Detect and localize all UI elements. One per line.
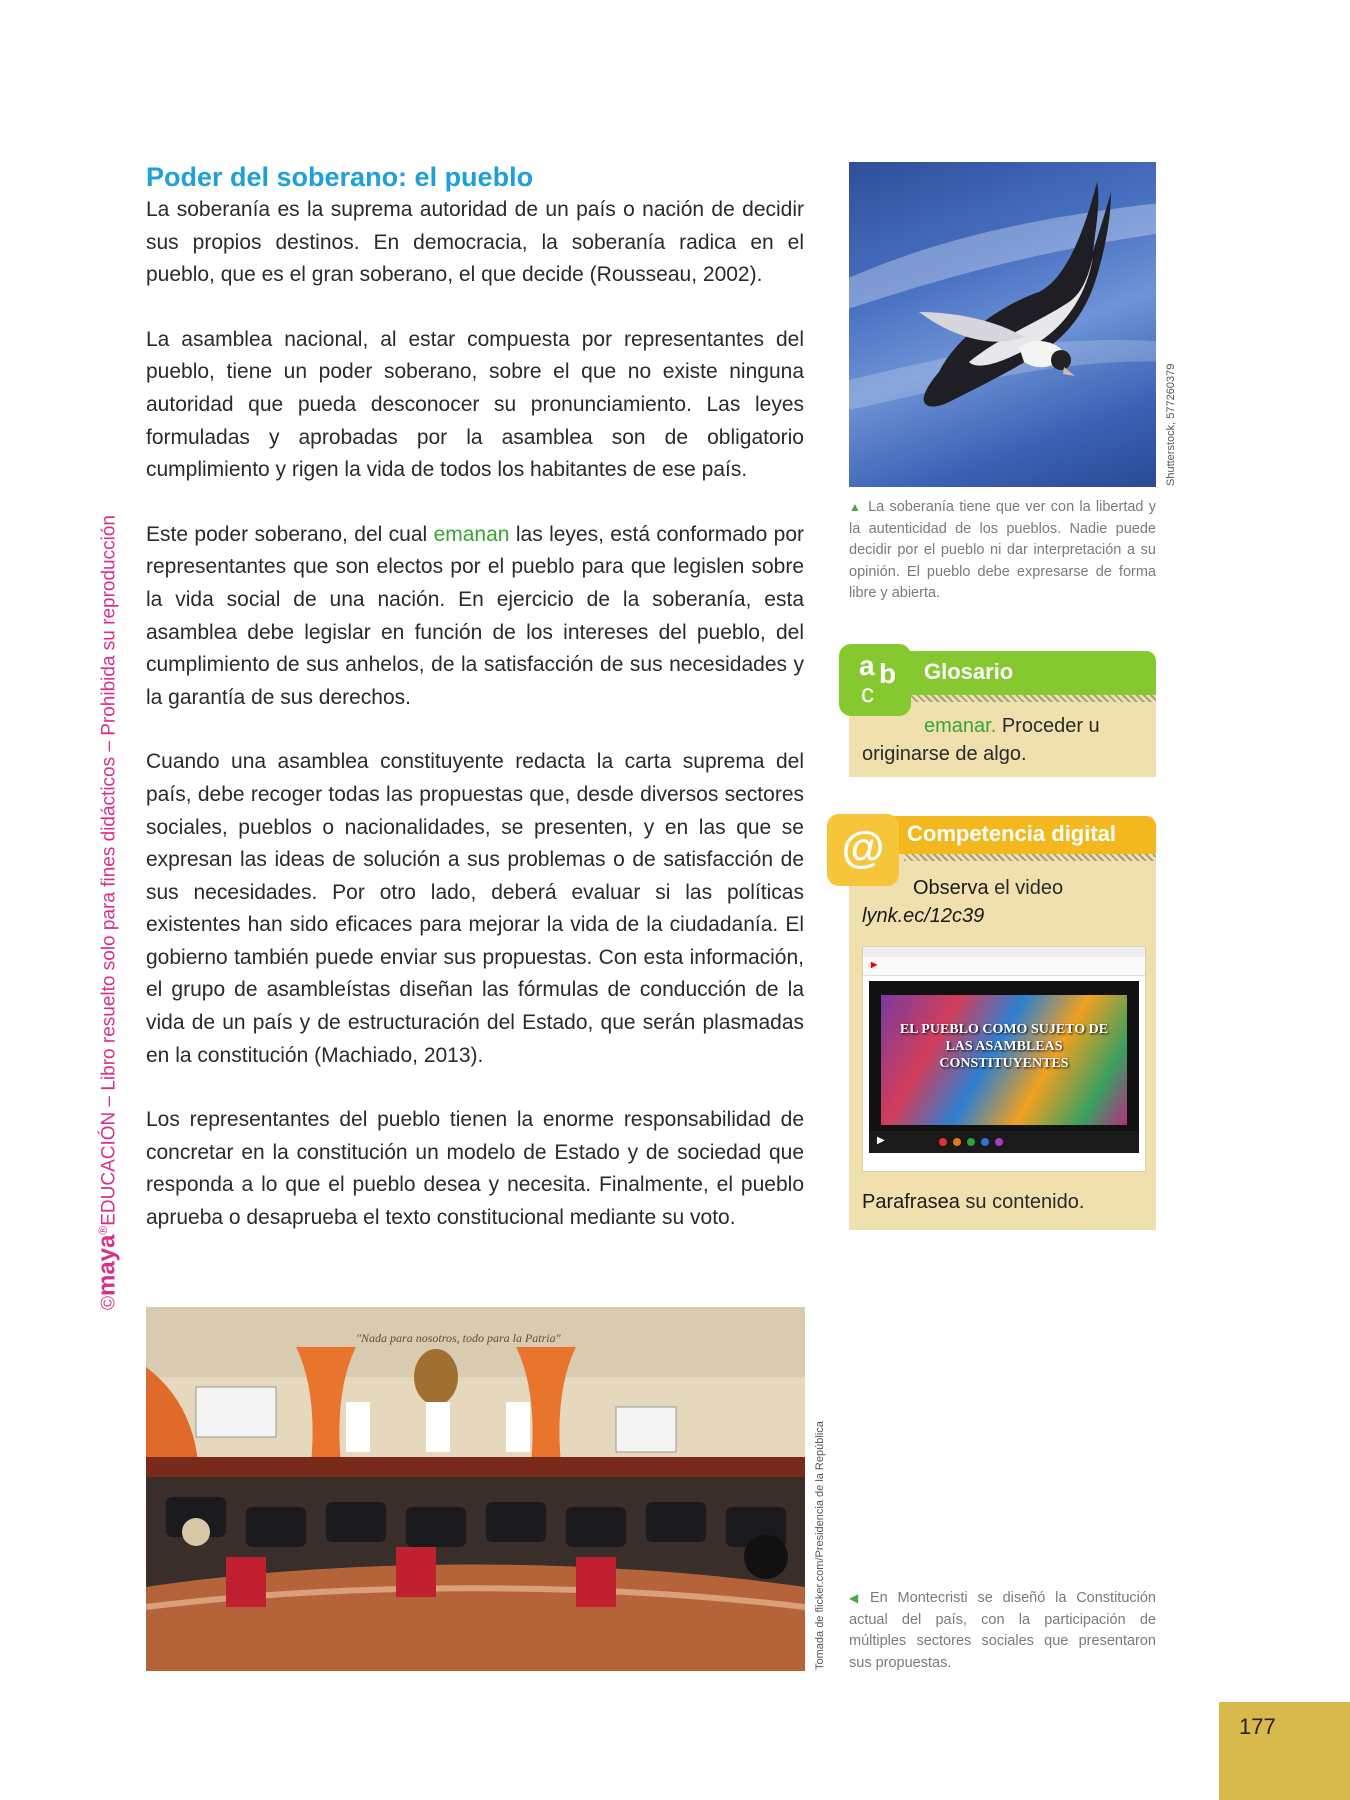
condor-caption [849,497,1156,605]
caption-triangle-icon: ▲ [849,500,863,514]
control-dot-icon [939,1138,947,1146]
digital-competence-divider [904,854,1156,861]
video-site-bar [863,957,1145,976]
paragraph-1: La soberanía es la suprema autoridad de un país o nación de decidir sus propios destinos. En democracia, la soberanía radica en el pueblo, que es el gran soberano, el que decide (Rousseau, 2002). [146,198,804,287]
paragraph-5: Los representantes del pueblo tienen la enorme responsabilidad de concretar en la constitución un modelo de Estado y de sociedad que responda a lo que el pueblo desea y necesita. Finalmente, el pueblo aprueba o desaprueba el texto constitucional mediante su voto. [146,1108,804,1230]
paragraph-3 [146,519,804,715]
assembly-caption-text: En Montecristi se diseñó la Constitución actual del país, con la participación de múltiples sectores sociales que presentaron sus propuestas. [849,1590,1156,1671]
assembly-photo-credit: Tomada de flicker.com/Presidencia de la República [814,1421,826,1670]
glossary-divider [909,695,1156,702]
control-dot-icon [967,1138,975,1146]
side-copyright-credit [86,490,120,1310]
observe-instruction [913,877,1063,900]
browser-bar [863,947,1145,957]
play-icon[interactable]: ▶ [877,1135,885,1146]
condor-photo-credit: Shutterstock, 577260379 [1165,363,1177,486]
registered-mark: ® [96,1225,110,1235]
glossary-title: Glosario [924,659,1014,684]
video-thumbnail[interactable] [862,946,1146,1172]
video-overlay-title: EL PUEBLO COMO SUJETO DE LAS ASAMBLEAS CONSTITUYENTES [899,1022,1109,1071]
condor-photo [849,162,1156,487]
video-site-logo-icon: ▶ [871,960,878,969]
paragraph-4: Cuando una asamblea constituyente redacta la carta suprema del país, debe recoger todas las propuestas que, desde diversos sectores sociales, pueblos o nacionalidades, se presenten, y en las que se expresan las ideas de solución a sus problemas o de satisfacción de sus necesidades. Por otro lado, deberá evaluar si las políticas existentes han sido eficaces para mejorar la vida de la ciudadanía. El gobierno también puede enviar sus propuestas. Con esta información, el grupo de asambleístas diseñan las fórmulas de conducción de la vida de un país y de estructuración del Estado, que serán plasmadas en la constitución (Machiado, 2013). [146,750,804,1067]
assembly-photo [146,1307,805,1671]
paragraph-3-start: Este poder soberano, del cual [146,522,434,546]
section-title: Poder del soberano: el pueblo [146,162,534,192]
digital-competence-title: Competencia digital [907,821,1117,846]
observe-bold: Observa [913,877,989,899]
glossary-abc-icon [839,644,911,716]
glossary-letter-a: a [859,650,875,681]
paragraph-2: La asamblea nacional, al estar compuesta por representantes del pueblo, tiene un poder soberano, sobre el que no existe ninguna autoridad que pueda desconocer su pronunciamiento. Las leyes formuladas y aprobadas por la asamblea son de obligatorio cumplimiento y rigen la vida de todos los habitantes de ese país. [146,327,804,482]
copyright-symbol: © [98,1296,120,1310]
control-dot-icon [953,1138,961,1146]
glossary-term: emanar. [924,715,997,737]
glossary-letter-c: c [861,678,874,708]
assembly-caption [849,1588,1156,1674]
side-credit-text: EDUCACIÓN – Libro resuelto solo para fines didácticos – Prohibida su reproducción [98,515,120,1226]
glossary-letter-b: b [879,658,897,689]
page-number-tab [1219,1702,1350,1800]
video-controls[interactable] [869,1131,1139,1153]
at-sign-icon: @ [827,814,899,886]
control-dot-icon [995,1138,1003,1146]
paragraph-3-end: las leyes, está conformado por representantes que son electos por el pueblo para que legislen sobre la vida social de una nación. En ejercicio de la soberanía, esta asamblea debe legislar en función de los intereses del pueblo, del cumplimiento de sus anhelos, de la satisfacción de sus necesidades y la garantía de sus derechos. [146,522,804,709]
condor-illustration [849,162,1156,487]
video-player[interactable] [869,981,1139,1153]
video-link[interactable]: lynk.ec/12c39 [862,905,985,927]
caption-triangle-icon: ◀ [849,1591,865,1605]
control-dot-icon [981,1138,989,1146]
glossary-definition [862,712,1142,768]
glossary-definition-text: Proceder u originarse de algo. [862,715,1100,765]
paraphrase-instruction [862,1191,1084,1214]
main-text-column [146,160,804,1267]
paraphrase-bold: Parafrasea [862,1191,960,1213]
brand-logo-text: maya [93,1234,121,1296]
assembly-illustration [146,1307,805,1671]
assembly-banner-text: "Nada para nosotros, todo para la Patria" [356,1331,561,1345]
page-number: 177 [1239,1714,1276,1739]
observe-rest: el video [988,877,1064,899]
glossary-term-highlight: emanan [433,522,510,546]
condor-caption-text: La soberanía tiene que ver con la libertad y la autenticidad de los pueblos. Nadie puede decidir por el pueblo ni dar interpretación a su opinión. El pueblo debe expresarse de forma libre y abierta. [849,499,1156,601]
paraphrase-rest: su contenido. [959,1191,1085,1213]
